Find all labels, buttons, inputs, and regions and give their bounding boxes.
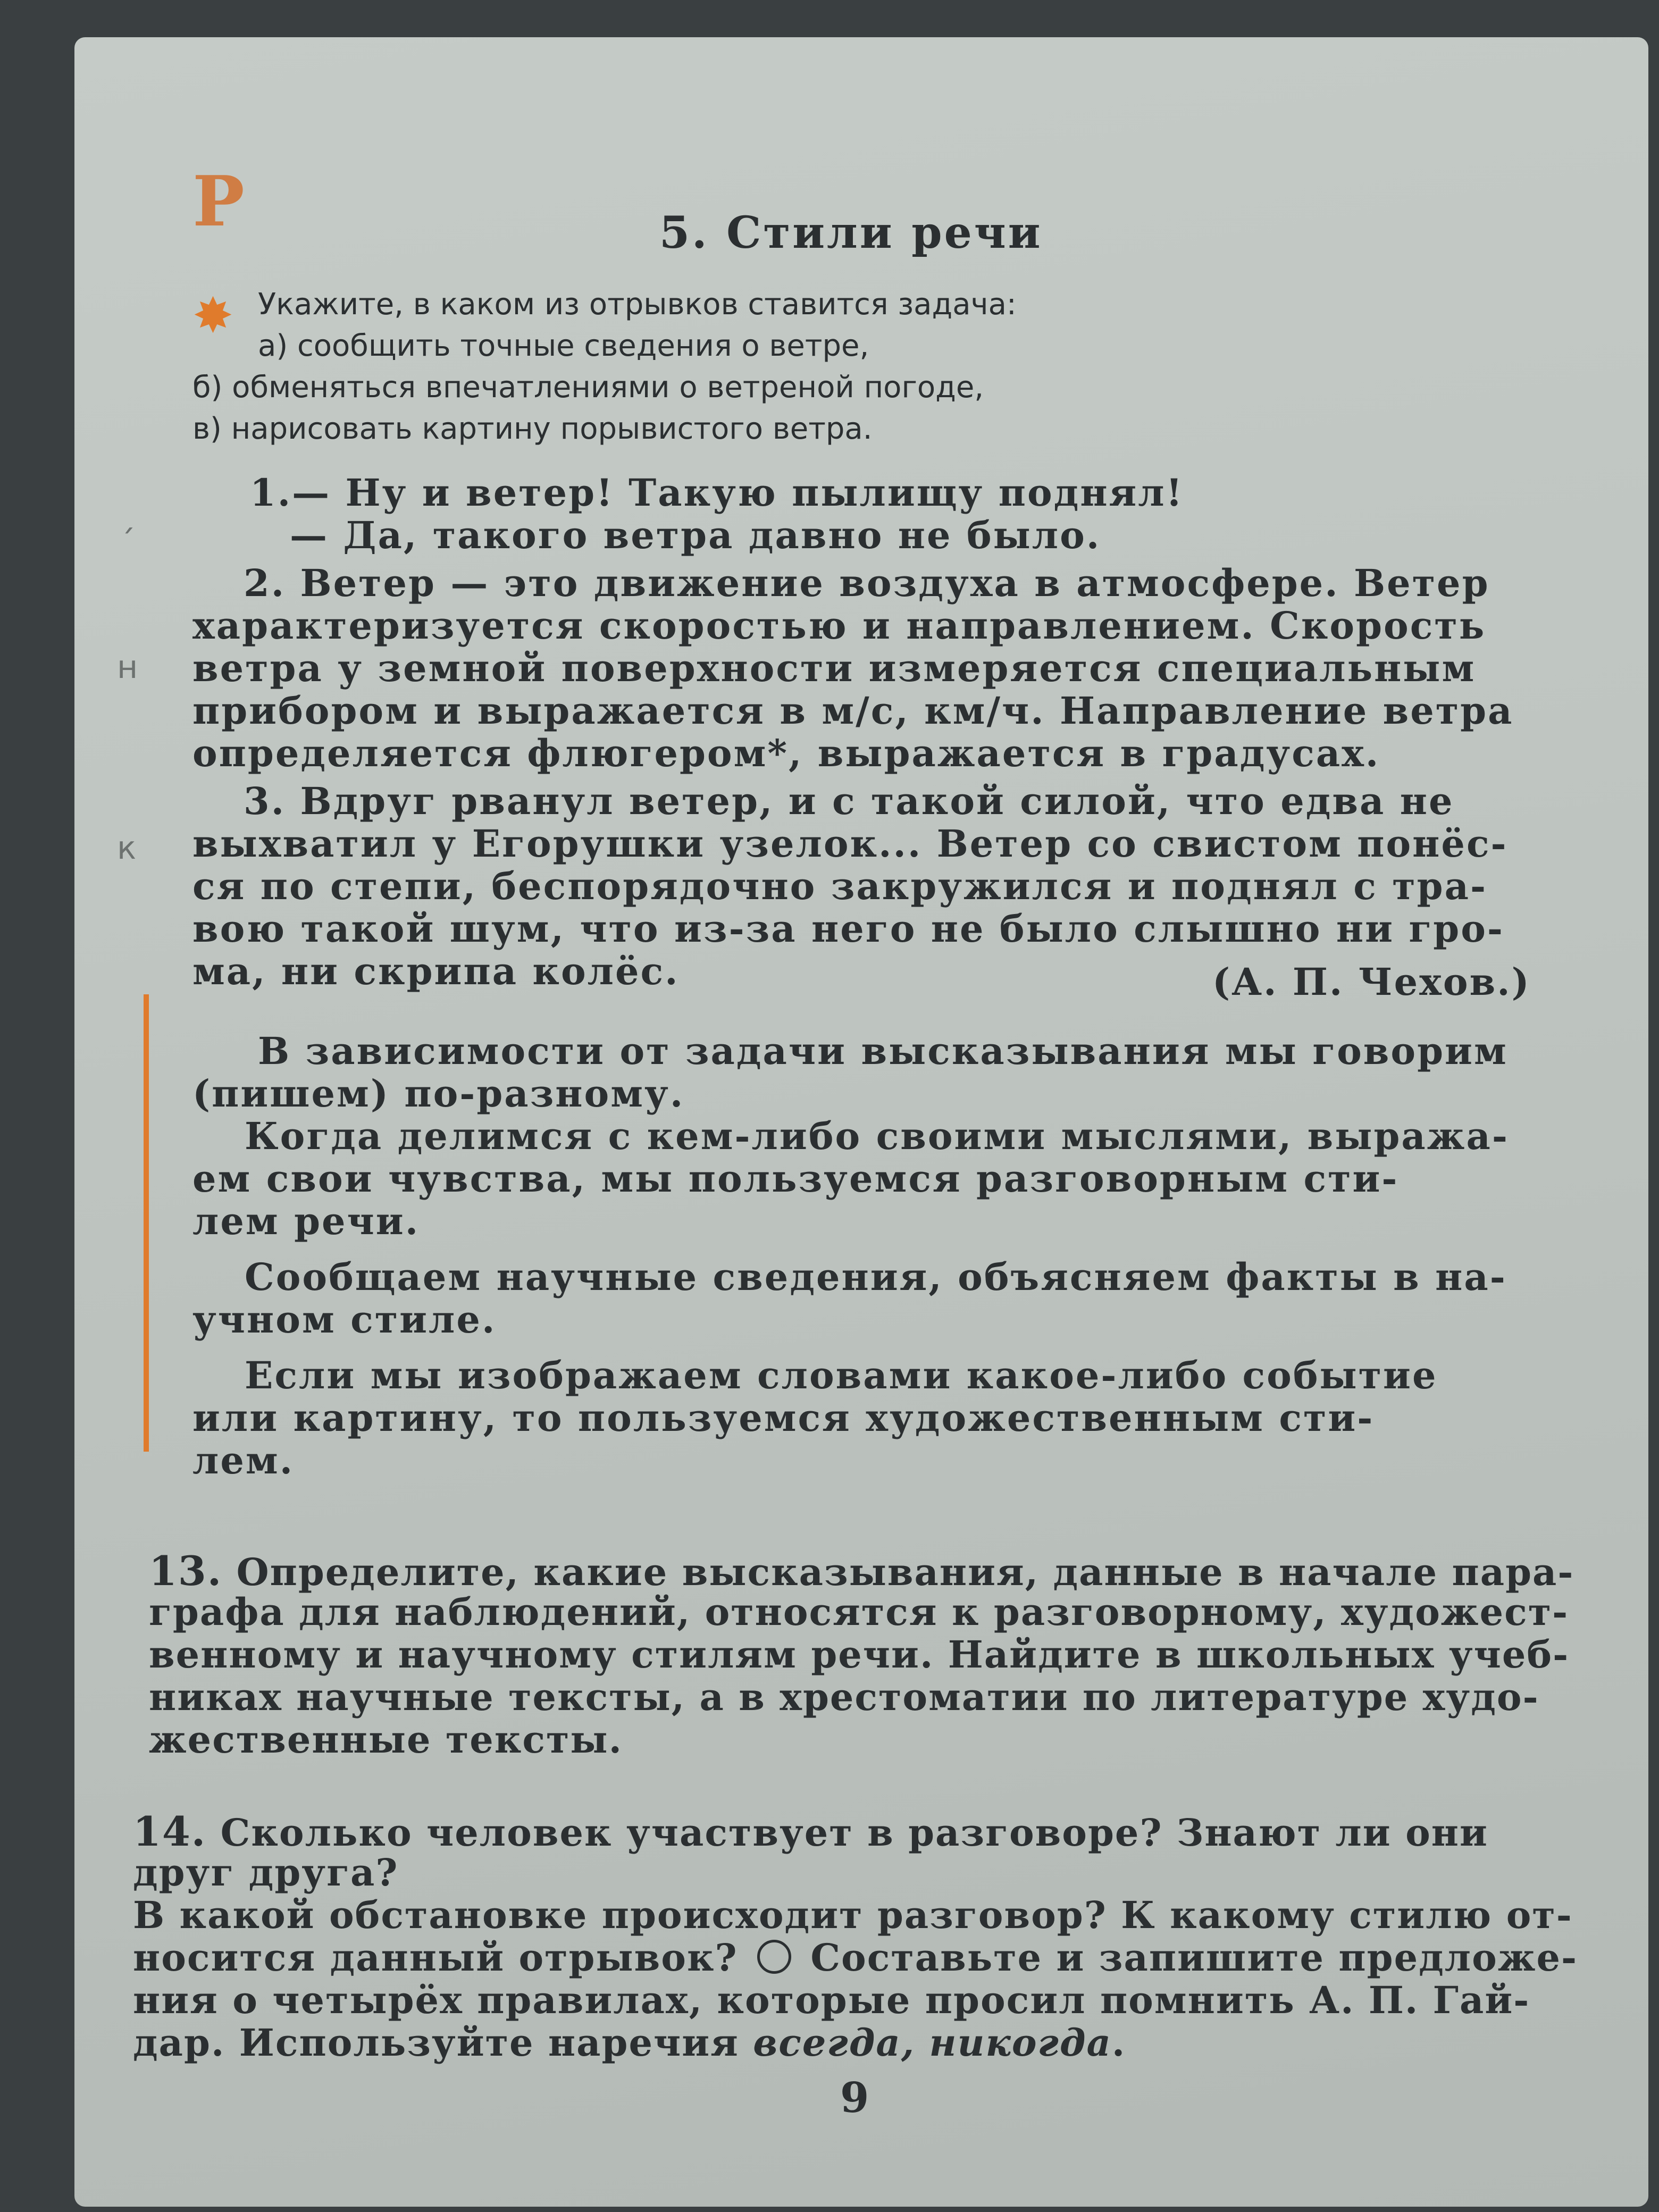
page-title: 5. Стили речи xyxy=(659,207,1043,258)
rule-line: (пишем) по-разному. xyxy=(192,1071,685,1116)
exercise-14-line xyxy=(133,2021,1126,2065)
rule-line: Сообщаем научные сведения, объясняем факты в на- xyxy=(245,1255,1507,1299)
page-number: 9 xyxy=(840,2074,869,2122)
passage-line: — Да, такого ветра давно не было. xyxy=(290,513,1101,557)
passage-line: ся по степи, беспорядочно закружился и поднял с тра- xyxy=(192,864,1487,908)
task-line: а) сообщить точные сведения о ветре, xyxy=(258,329,869,363)
exercise-13-line: жественные тексты. xyxy=(149,1717,623,1762)
passage-line: вою такой шум, что из-за него не было слышно ни гро- xyxy=(192,907,1504,951)
exercise-14-line: друг друга? xyxy=(133,1850,399,1895)
asterisk-icon: ✸ xyxy=(192,287,234,344)
task-line: Укажите, в каком из отрывков ставится задача: xyxy=(258,287,1017,322)
exercise-13-line xyxy=(149,1547,1574,1595)
exercise-text: Сколько человек участвует в разговоре? Знают ли они xyxy=(220,1811,1488,1855)
margin-mark: н xyxy=(117,649,138,686)
exercise-number: 13. xyxy=(149,1547,223,1595)
exercise-number: 14. xyxy=(133,1808,207,1855)
task-line: б) обменяться впечатлениями о ветреной погоде, xyxy=(192,370,984,405)
textbook-page xyxy=(74,37,1648,2207)
exercise-text: дар. Используйте наречия xyxy=(133,2021,739,2065)
exercise-14-line: В какой обстановке происходит разговор? К какому стилю от- xyxy=(133,1893,1573,1937)
margin-mark: к xyxy=(117,830,137,867)
passage-line: характеризуется скоростью и направлением. Скорость xyxy=(192,604,1486,648)
exercise-italic-text: всегда, никогда xyxy=(753,2021,1112,2065)
exercise-text: Определите, какие высказывания, данные в начале пара- xyxy=(236,1550,1574,1594)
passage-line: 2. Ветер — это движение воздуха в атмосфере. Ветер xyxy=(244,561,1490,605)
exercise-14-line xyxy=(133,1808,1488,1855)
margin-mark: ׳ xyxy=(122,516,136,553)
rule-line: лем речи. xyxy=(192,1199,420,1243)
rule-line: учном стиле. xyxy=(192,1297,497,1342)
passage-line: прибором и выражается в м/с, км/ч. Направление ветра xyxy=(192,689,1514,733)
exercise-13-line: никах научные тексты, а в хрестоматии по литературе худо- xyxy=(149,1675,1539,1719)
exercise-text: Составьте и запишите предложе- xyxy=(810,1936,1578,1980)
passage-line: определяется флюгером*, выражается в градусах. xyxy=(192,731,1380,775)
passage-line: ма, ни скрипа колёс. xyxy=(192,949,680,993)
passage-line: выхватил у Егорушки узелок... Ветер со свистом понёс- xyxy=(192,822,1508,866)
passage-line: ветра у земной поверхности измеряется специальным xyxy=(192,646,1476,690)
rule-line: лем. xyxy=(192,1438,295,1482)
passage-line: 3. Вдруг рванул ветер, и с такой силой, что едва не xyxy=(244,779,1454,823)
rule-accent-bar xyxy=(144,994,149,1452)
rule-line: В зависимости от задачи высказывания мы говорим xyxy=(258,1029,1508,1073)
rule-line: Когда делимся с кем-либо своими мыслями, выража- xyxy=(245,1114,1509,1158)
section-letter: Р xyxy=(192,161,245,242)
passage-line: 1.— Ну и ветер! Такую пылищу поднял! xyxy=(250,471,1184,515)
exercise-14-line xyxy=(133,1936,1578,1980)
circle-icon xyxy=(757,1940,791,1974)
attribution: (А. П. Чехов.) xyxy=(1212,960,1531,1004)
rule-line: или картину, то пользуемся художественным сти- xyxy=(192,1396,1375,1440)
exercise-13-line: венному и научному стилям речи. Найдите в школьных учеб- xyxy=(149,1632,1570,1677)
exercise-text: носится данный отрывок? xyxy=(133,1936,738,1980)
rule-line: ем свои чувства, мы пользуемся разговорным сти- xyxy=(192,1157,1399,1201)
exercise-13-line: графа для наблюдений, относятся к разговорному, художест- xyxy=(149,1590,1569,1634)
exercise-text: . xyxy=(1111,2021,1126,2065)
task-line: в) нарисовать картину порывистого ветра. xyxy=(192,412,873,446)
rule-line: Если мы изображаем словами какое-либо событие xyxy=(245,1353,1438,1397)
exercise-14-line: ния о четырёх правилах, которые просил помнить А. П. Гай- xyxy=(133,1978,1530,2022)
